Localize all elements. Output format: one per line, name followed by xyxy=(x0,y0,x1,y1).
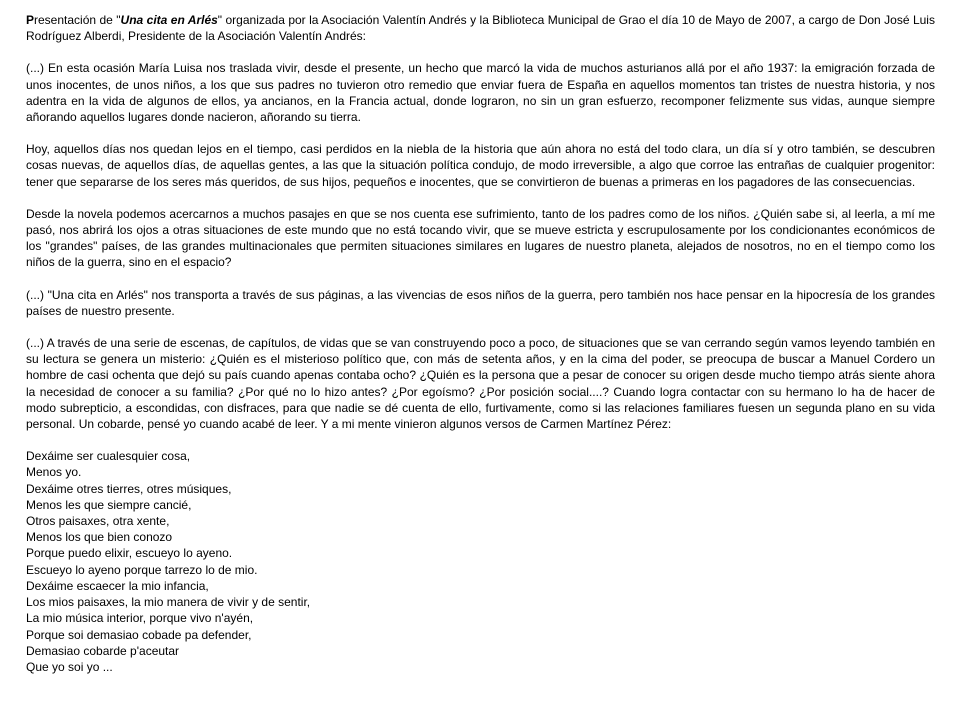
paragraph-mystery: (...) A través de una serie de escenas, de capítulos, de vidas que se van construyendo poco a poco, de situaciones que se van cerrando según vamos leyendo también en su lectura se genera un misterio: ¿Quién es el misterioso político que, con más de setenta años, y en la cima del poder, se preocupa de buscar a Manuel Cordero un hombre de casi ochenta que dejó su país cuando apenas contaba ocho? ¿Quién es la persona que a pesar de conocer su origen desde mucho tiempo atrás siente ahora la necesidad de conocer a su familia? ¿Por qué no lo hizo antes? ¿Por egoísmo? ¿Por posición social....? Cuando logra contactar con su hermano lo ha de hacer de modo subrepticio, a escondidas, con disfraces, para que nadie se dé cuenta de ello, furtivamente, como si las relaciones familiares fuesen un segunda plano en su vida personal. Un cobarde, pensé yo cuando acabé de leer. Y a mi mente vinieron algunos versos de Carmen Martínez Pérez: xyxy=(26,336,935,432)
poem-line: Los mios paisaxes, la mio manera de vivir y de sentir, xyxy=(26,595,311,610)
poem-line: Escueyo lo ayeno porque tarrezo lo de mio. xyxy=(26,562,258,577)
paragraph-novel: Desde la novela podemos acercarnos a muchos pasajes en que se nos cuenta ese sufrimiento, tanto de los padres como de los niños. ¿Quién sabe si, al leerla, a mí me pasó, nos abrirá los ojos a otras situaciones de este mundo que no está tocando vivir, que se mueve estricta y escrupulosamente por los condicionantes económicos de los "grandes" países, de las grandes multinacionales que permiten situaciones similares en lugares de nuestro planeta, alejados de nosotros, no en el tiempo como los niños de la guerra, sino en el espacio? xyxy=(26,206,935,270)
intro-text-before-title: resentación de " xyxy=(34,13,121,27)
paragraph-emigration: (...) En esta ocasión María Luisa nos traslada vivir, desde el presente, un hecho que marcó la vida de muchos asturianos allá por el año 1937: la emigración forzada de unos inocentes, de unos niños, a los que sus padres no tuvieron otro remedio que enviar fuera de España en aquellos momentos tan tristes de nuestra historia, y nos adentra en la vida de algunos de ellos, ya ancianos, en la Francia actual, donde lograron, no sin un gran esfuerzo, recomponer felizmente sus vidas, aunque siempre añorando aquellos lugares donde nacieron, añorando su tierra. xyxy=(26,61,935,125)
poem-line: Menos yo. xyxy=(26,465,82,480)
poem-line: Menos les que siempre cancié, xyxy=(26,497,192,512)
intro-text-after-title: " organizada por la Asociación Valentín Andrés y la Biblioteca Municipal de Grao el día 10 de Mayo de 2007, a cargo de Don José Luis Rodríguez Alberdi, Presidente de la Asociación Valentín Andrés: xyxy=(26,13,935,44)
poem-line: Porque soi demasiao cobade pa defender, xyxy=(26,627,252,642)
poem-line: Dexáime ser cualesquier cosa, xyxy=(26,449,191,464)
poem-line: Porque puedo elixir, escueyo lo ayeno. xyxy=(26,546,233,561)
poem-line: Dexáime escaecer la mio infancia, xyxy=(26,578,209,593)
intro-first-letter: P xyxy=(26,13,35,27)
poem-line: Demasiao cobarde p'aceutar xyxy=(26,643,180,658)
intro-paragraph xyxy=(26,12,935,44)
poem-line: La mio música interior, porque vivo n'ayén, xyxy=(26,611,254,626)
paragraph-today: Hoy, aquellos días nos quedan lejos en el tiempo, casi perdidos en la niebla de la historia que aún ahora no está del todo clara, un día sí y otro también, se descubren cosas nuevas, de aquellos días, de aquellas gentes, a las que la situación política condujo, de modo irreversible, a algo que corroe las entrañas de cualquier progenitor: tener que separarse de los seres más queridos, de sus hijos, pequeños e inocentes, que se convirtieron de buenas a primeras en los pagadores de las consecuencias. xyxy=(26,142,935,189)
poem-line: Que yo soi yo ... xyxy=(26,659,113,674)
paragraph-transport: (...) "Una cita en Arlés" nos transporta a través de sus páginas, a las vivencias de esos niños de la guerra, pero también nos hace pensar en la hipocresía de los grandes países de nuestro presente. xyxy=(26,287,935,318)
poem-line: Dexáime otres tierres, otres músiques, xyxy=(26,481,232,496)
document-body xyxy=(26,12,935,675)
poem-line: Otros paisaxes, otra xente, xyxy=(26,514,170,529)
poem xyxy=(26,448,935,675)
book-title: Una cita en Arlés xyxy=(120,13,218,27)
poem-line: Menos los que bien conozo xyxy=(26,530,173,545)
